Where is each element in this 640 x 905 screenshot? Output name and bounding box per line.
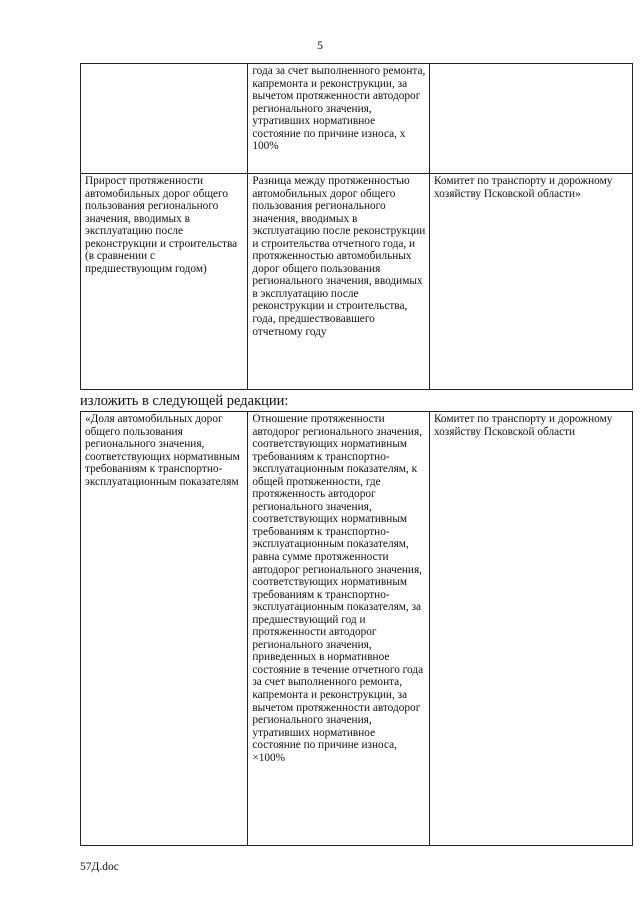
table-row	[81, 174, 633, 390]
indicator-name-cell: Прирост протяженности автомобильных дорог общего пользования регионального значения, вводимых в эксплуатацию после реконструкции и строительства (в сравнении с предшествующим годом)	[81, 174, 248, 390]
indicator-name-cell: «Доля автомобильных дорог общего пользования регионального значения, соответствующих нормативным требованиям к транспортно-эксплуатационным показателям	[81, 412, 248, 846]
page-number: 5	[317, 38, 323, 52]
calculation-method-cell: Отношение протяженности автодорог регионального значения, соответствующих нормативным требованиям к транспортно-эксплуатационным показателям, к общей протяженности, где протяженность автодорог регионального значения, соответствующих нормативным требованиям к транспортно-эксплуатационным показателям, равна сумме протяженности автодорог регионального значения, соответствующих нормативным требованиям к транспортно-эксплуатационным показателям, за предшествующий год и протяженности автодорог регионального значения, приведенных в нормативное состояние в течение отчетного года за счет выполненного ремонта, капремонта и реконструкции, за вычетом протяженности автодорог регионального значения, утративших нормативное состояние по причине износа, ×100%	[248, 412, 430, 846]
indicator-table-new	[80, 411, 633, 846]
table-row	[81, 412, 633, 846]
table-row	[81, 64, 633, 174]
section-heading: изложить в следующей редакции:	[80, 393, 289, 409]
responsible-body-cell: Комитет по транспорту и дорожному хозяйству Псковской области»	[429, 174, 632, 390]
calculation-method-cell: года за счет выполненного ремонта, капремонта и реконструкции, за вычетом протяженности автодорог регионального значения, утративших нормативное состояние по причине износа, х 100%	[248, 64, 430, 174]
calculation-method-cell: Разница между протяженностью автомобильных дорог общего пользования регионального значения, вводимых в эксплуатацию после реконструкции и строительства отчетного года, и протяженностью автомобильных дорог общего пользования регионального значения, вводимых в эксплуатацию после реконструкции и строительства, года, предшествовавшего отчетному году	[248, 174, 430, 390]
footer-filename: 57Д.doc	[80, 861, 119, 873]
responsible-body-cell	[429, 64, 632, 174]
indicator-table-old	[80, 63, 633, 390]
responsible-body-cell: Комитет по транспорту и дорожному хозяйству Псковской области	[429, 412, 632, 846]
indicator-name-cell	[81, 64, 248, 174]
